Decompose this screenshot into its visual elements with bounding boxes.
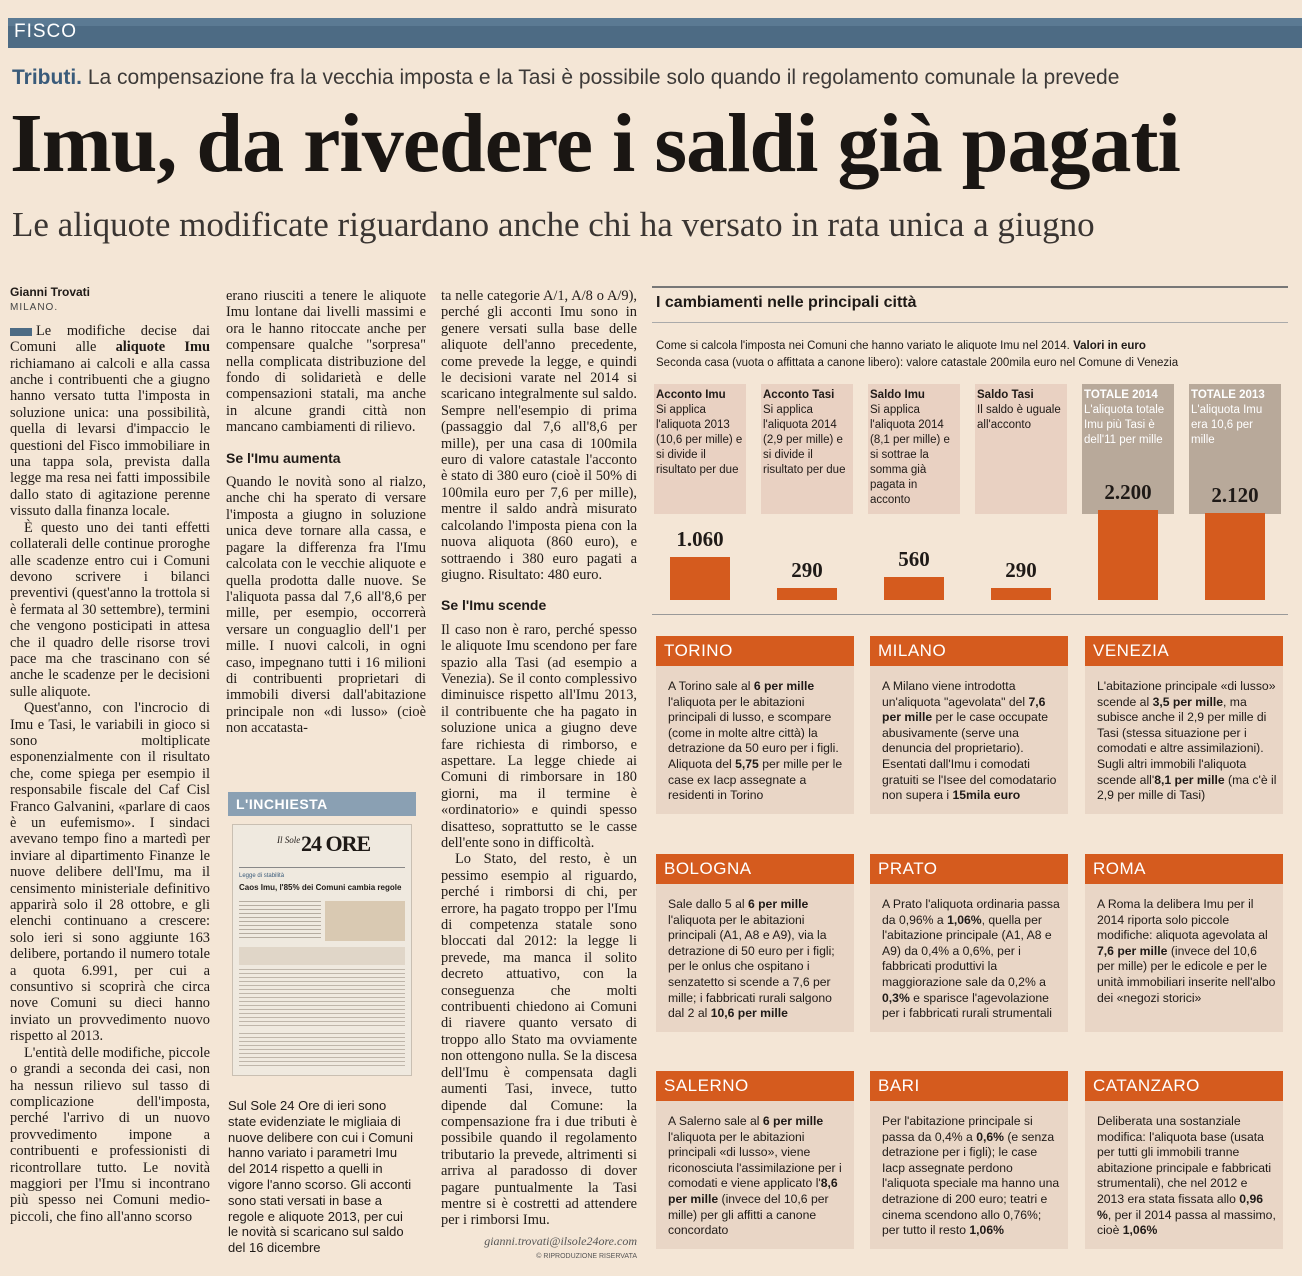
paper-text-block — [239, 1033, 405, 1069]
infographic-note: Come si calcola l'imposta nei Comuni che hanno variato le aliquote Imu nel 2014. Valori in euro Seconda casa (vuota o affittata a canone libero): valore catastale 200mila euro nel Comune di Venezia — [656, 340, 1179, 369]
value-bar — [884, 577, 944, 600]
paper-section: Legge di stabilità — [239, 873, 285, 879]
city-description: A Prato l'aliquota ordinaria passa da 0,96% a 1,06%, quella per l'abitazione principale (A1, A8 e A9) da 0,4% a 0,6%, per i fabbricati produttivi la maggiorazione sale da 0,2% a 0,3% e sparisce l'agevolazione per i fabbricati rurali strumentali — [870, 884, 1068, 1032]
city-name: VENEZIA — [1085, 636, 1283, 666]
calc-box-head: Saldo Tasi — [977, 389, 1034, 401]
calc-box — [654, 384, 746, 514]
city-name: MILANO — [870, 636, 1068, 666]
article-column-3 — [441, 288, 637, 1266]
value-label: 560 — [898, 547, 930, 571]
city-name: TORINO — [656, 636, 854, 666]
city-card-bologna — [656, 854, 854, 1032]
value-bar — [1098, 510, 1158, 600]
value-bar — [1205, 513, 1265, 600]
paragraph: Le modifiche decise dai Comuni alle aliquote Imu richiamano ai calcoli e alla cassa anche i contribuenti che a giugno hanno versato tutta l'imposta in soluzione unica: una possibilità, quella di levarsi d'impaccio le questioni del Fisco immobiliare in una tappa sola, prevista dalla legge ma resa nei fatti impossibile dallo stato di agitazione perenne vissuto dalla finanza locale. — [10, 322, 211, 520]
author-email: gianni.trovati@ilsole24ore.com — [484, 1233, 637, 1248]
paragraph: Il caso non è raro, perché spesso le aliquote Imu scendono per fare spazio alla Tasi (ad esempio a Venezia). Se il conto complessivo diminuisce rispetto all'Imu 2013, il contribuente che ha pagato in soluzione unica a giugno deve fare richiesta di rimborso, e aspettare. La legge chiede ai Comuni di rimborsare in 180 giorni, ma il termine è «ordinatorio» e quindi spesso disatteso, soprattutto se le casse dell'ente sono in difficoltà. — [441, 621, 637, 851]
city-name: CATANZARO — [1085, 1071, 1283, 1101]
paper-text-block — [239, 901, 321, 941]
calc-box-head: TOTALE 2014 — [1084, 389, 1158, 401]
newspaper-thumbnail — [232, 824, 412, 1076]
paper-banner-block — [239, 947, 405, 965]
city-card-milano — [870, 636, 1068, 814]
value-label: 290 — [1005, 558, 1037, 582]
city-description: Deliberata una sostanziale modifica: l'aliquota base (usata per tutti gli immobili tranne abitazione principale e fabbricati strumentali), che nel 2012 e 2013 era stata fissata allo 0,96 %, per il 2014 passa al massimo, cioè 1,06% — [1085, 1101, 1283, 1249]
calc-box-text: Si applica l'aliquota 2014 (8,1 per mille) e si sottrae la somma già pagata in acconto — [870, 404, 950, 506]
value-label: 290 — [791, 558, 823, 582]
calc-box — [761, 384, 853, 514]
value-label: 2.120 — [1211, 483, 1259, 507]
infographic-title: I cambiamenti nelle principali città — [656, 294, 917, 311]
city-description: A Salerno sale al 6 per mille l'aliquota per le abitazioni principali «di lusso», viene riconosciuta l'assimilazione per i comodati e viene applicato l'8,6 per mille (invece del 10,6 per mille) per gli affitti a canone concordato — [656, 1101, 854, 1249]
infographic-bottom-rule — [652, 614, 1288, 615]
section-label: FISCO — [14, 21, 78, 42]
infographic-title-rule — [652, 322, 1288, 323]
calc-box-text: L'aliquota totale Imu più Tasi è dell'11 per mille — [1084, 404, 1165, 446]
city-card-prato — [870, 854, 1068, 1032]
byline-city: MILANO. — [10, 302, 59, 314]
city-card-salerno — [656, 1071, 854, 1249]
city-name: PRATO — [870, 854, 1068, 884]
subheadline: Le aliquote modificate riguardano anche chi ha versato in rata unica a giugno — [12, 205, 1095, 244]
calc-box-text: Si applica l'aliquota 2014 (2,9 per mille) e si divide il risultato per due — [763, 404, 846, 476]
value-bar — [670, 557, 730, 600]
section-band-highlight — [8, 18, 1302, 26]
city-description: A Milano viene introdotta un'aliquota "agevolata" del 7,6 per mille per le case occupate abusivamente (serve una denuncia del proprietario). Esentati dall'Imu i comodati gratuiti se l'Isee del comodatario non supera i 15mila euro — [870, 666, 1068, 814]
paper-rule — [239, 867, 405, 868]
value-label: 2.200 — [1104, 480, 1152, 504]
calc-box-text: Si applica l'aliquota 2013 (10,6 per mille) e si divide il risultato per due — [656, 404, 743, 476]
city-description: A Torino sale al 6 per mille l'aliquota per le abitazioni principali di lusso, e scompare (come in molte altre città) la detrazione da 50 euro per i figli. Aliquota del 5,75 per mille per le case ex Iacp assegnate a residenti in Torino — [656, 666, 854, 814]
infographic-divider — [652, 286, 1288, 288]
lead-marker-icon — [10, 328, 32, 336]
article-column-1 — [10, 284, 210, 1225]
city-description: L'abitazione principale «di lusso» scende al 3,5 per mille, ma subisce anche il 2,9 per mille di Tasi (stessa situazione per i comodati e altre assimilazioni). Sugli altri immobili l'aliquota scende all'8,1 per mille (ma c'è il 2,9 per mille di Tasi) — [1085, 666, 1283, 814]
city-description: Per l'abitazione principale si passa da 0,4% a 0,6% (e senza detrazione per i figli); le case Iacp assegnate perdono l'aliquota speciale ma hanno una detrazione di 200 euro; teatri e cinema scendono allo 0,76%; per tutto il resto 1,06% — [870, 1101, 1068, 1249]
article-column-2 — [226, 288, 426, 737]
copyright: © RIPRODUZIONE RISERVATA — [536, 1253, 637, 1261]
value-bar — [991, 588, 1051, 600]
paper-headline: Caos Imu, l'85% dei Comuni cambia regole — [239, 883, 402, 892]
calc-box — [868, 384, 960, 514]
city-card-venezia — [1085, 636, 1283, 814]
kicker-text: La compensazione fra la vecchia imposta e la Tasi è possibile solo quando il regolamento comunale la prevede — [87, 66, 1120, 89]
city-name: BARI — [870, 1071, 1068, 1101]
paragraph: È questo uno dei tanti effetti collaterali delle continue proroghe alle scadenze entro cui i Comuni devono scrivere i bilanci preventivi (quest'anno la trottola si è fermata al 30 settembre), termini che vengono posticipati in attesa che il quadro delle risorse trovi pace ma che trascinano con sé anche le scadenze per le decisioni sulle aliquote. — [10, 519, 211, 700]
city-description: Sale dallo 5 al 6 per mille l'aliquota per le abitazioni principali (A1, A8 e A9), via la detrazione di 50 euro per i figli; per le onlus che ospitano i senzatetto si scende a 7,6 per mille; i fabbricati rurali salgono dal 2 al 10,6 per mille — [656, 884, 854, 1032]
subtitle-imu-scende: Se l'Imu scende — [441, 597, 547, 614]
city-name: BOLOGNA — [656, 854, 854, 884]
kicker-lead: Tributi. — [12, 66, 82, 89]
headline: Imu, da rivedere i saldi già pagati — [10, 97, 1180, 190]
inquiry-text: Sul Sole 24 Ore di ieri sono state evidenziate le migliaia di nuove delibere con cui i Comuni hanno variato i parametri Imu del 2014 rispetto a quelli in vigore l'anno scorso. Gli acconti sono stati versati in base a regole e aliquote 2013, per cui le novità si scaricano sul saldo del 16 dicembre — [228, 1098, 413, 1256]
paper-brand: Il Sole — [277, 835, 301, 845]
paper-chart-block — [325, 901, 405, 941]
kicker — [12, 66, 1119, 90]
city-name: ROMA — [1085, 854, 1283, 884]
paper-masthead: 24 ORE — [301, 831, 371, 856]
calc-box-head: Acconto Tasi — [763, 389, 835, 401]
paragraph: Lo Stato, del resto, è un pessimo esempio al riguardo, perché i rimborsi di chi, per errore, ha pagato troppo per l'Imu di competenza statale sono bloccati dal 2012: la legge li prevede, ma manca il solito decreto attuativo, con la conseguenza che molti contribuenti chiedono ai Comuni di riavere quanto versato di troppo allo Stato ma ovviamente non ottengono nulla. Se la discesa dell'Imu è compensata dagli aumenti Tasi, invece, tutto dipende dal Comune: la compensazione fra i due tributi è possibile quando il regolamento tributario la prevede, altrimenti si arriva al paradosso di dover pagare puntualmente la Tasi mentre si è costretti ad attendere per i rimborsi Imu. — [441, 851, 637, 1229]
value-bar — [777, 588, 837, 600]
calc-box-head: Saldo Imu — [870, 389, 925, 401]
city-card-torino — [656, 636, 854, 814]
city-description: A Roma la delibera Imu per il 2014 riporta solo piccole modifiche: aliquota agevolata al 7,6 per mille (invece del 10,6 per mille) per le edicole e per le unità immobiliari inserite nell'albo dei «negozi storici» — [1085, 884, 1283, 1032]
city-card-bari — [870, 1071, 1068, 1249]
subtitle-imu-aumenta: Se l'Imu aumenta — [226, 449, 341, 466]
calc-box-head: TOTALE 2013 — [1191, 389, 1265, 401]
paragraph: Quando le novità sono al rialzo, anche chi ha sperato di versare l'imposta a giugno in soluzione unica deve tornare alla cassa, e pagare la differenza fra l'Imu calcolata con le vecchie aliquote e quella prodotta dalle nuove. Se l'aliquota passa dal 7,6 all'8,6 per mille, per esempio, occorrerà versare un conguaglio dell'1 per mille. I nuovi calcoli, in ogni caso, impegnano tutti i 16 milioni di contribuenti proprietari di immobili diversi dall'abitazione principale non «di lusso» (cioè non accatasta- — [226, 474, 426, 737]
calc-box-text: Il saldo è uguale all'acconto — [977, 404, 1061, 431]
city-card-catanzaro — [1085, 1071, 1283, 1249]
paragraph: erano riusciti a tenere le aliquote Imu lontane dai livelli massimi e ora le hanno ritoccate anche per compensare qualche "sorpresa" nella complicata distribuzione del fondo di solidarietà e delle compensazioni statali, ma anche in alcune grandi città non mancano cambiamenti di rilievo. — [226, 288, 426, 436]
paragraph: ta nelle categorie A/1, A/8 o A/9), perché gli acconti Imu sono in genere versati sulla base delle aliquote dell'anno precedente, come prevede la legge, e quindi le decisioni varate nel 2014 si scaricano integralmente sul saldo. Sempre nell'esempio di prima (passaggio dal 7,6 all'8,6 per mille), per una casa di 100mila euro di valore catastale l'acconto è stato di 380 euro (cioè il 50% di 100mila euro per 7,6 per mille), mentre il saldo andrà misurato calcolando l'imposta piena con la nuova aliquota (860 euro), e sottraendo i 380 euro pagati a giugno. Risultato: 480 euro. — [441, 288, 637, 583]
paragraph: L'entità delle modifiche, piccole o grandi a seconda dei casi, non ha nessun rilievo sul tasso di complicazione dell'imposta, perché l'arrivo di un nuovo provvedimento impone a contribuenti e professionisti di ricontrollare tutto. Le novità maggiori per l'Imu si incontrano più spesso nei Comuni medio-piccoli, che fino all'anno scorso — [10, 1044, 210, 1225]
calc-box-head: Acconto Imu — [656, 389, 726, 401]
city-card-roma — [1085, 854, 1283, 1032]
paper-text-block — [239, 969, 405, 1029]
calc-box — [975, 384, 1067, 514]
value-label: 1.060 — [676, 527, 724, 551]
city-name: SALERNO — [656, 1071, 854, 1101]
inquiry-box — [228, 792, 416, 1270]
byline-author: Gianni Trovati — [10, 285, 91, 299]
paragraph: Quest'anno, con l'incrocio di Imu e Tasi, le variabili in gioco si sono moltiplicate esponenzialmente con il risultato che, come spiega per esempio il responsabile fiscale del Caf Cisl Franco Galvanini, «parlare di caos è un eufemismo». I sindaci avevano tempo fino a martedì per inviare al dipartimento Finanze le nuove delibere dell'Imu, ma il censimento ministeriale definitivo apparirà solo il 28 ottobre, e gli elenchi continuano a crescere: solo ieri si sono aggiunte 163 delibere, portando il numero totale a quota 6.991, per cui a consuntivo si scoprirà che circa nove Comuni su dieci hanno inviato un provvedimento nuovo rispetto al 2013. — [10, 700, 210, 1045]
inquiry-label: L'INCHIESTA — [228, 792, 416, 816]
calc-box-text: L'aliquota Imu era 10,6 per mille — [1191, 404, 1263, 446]
